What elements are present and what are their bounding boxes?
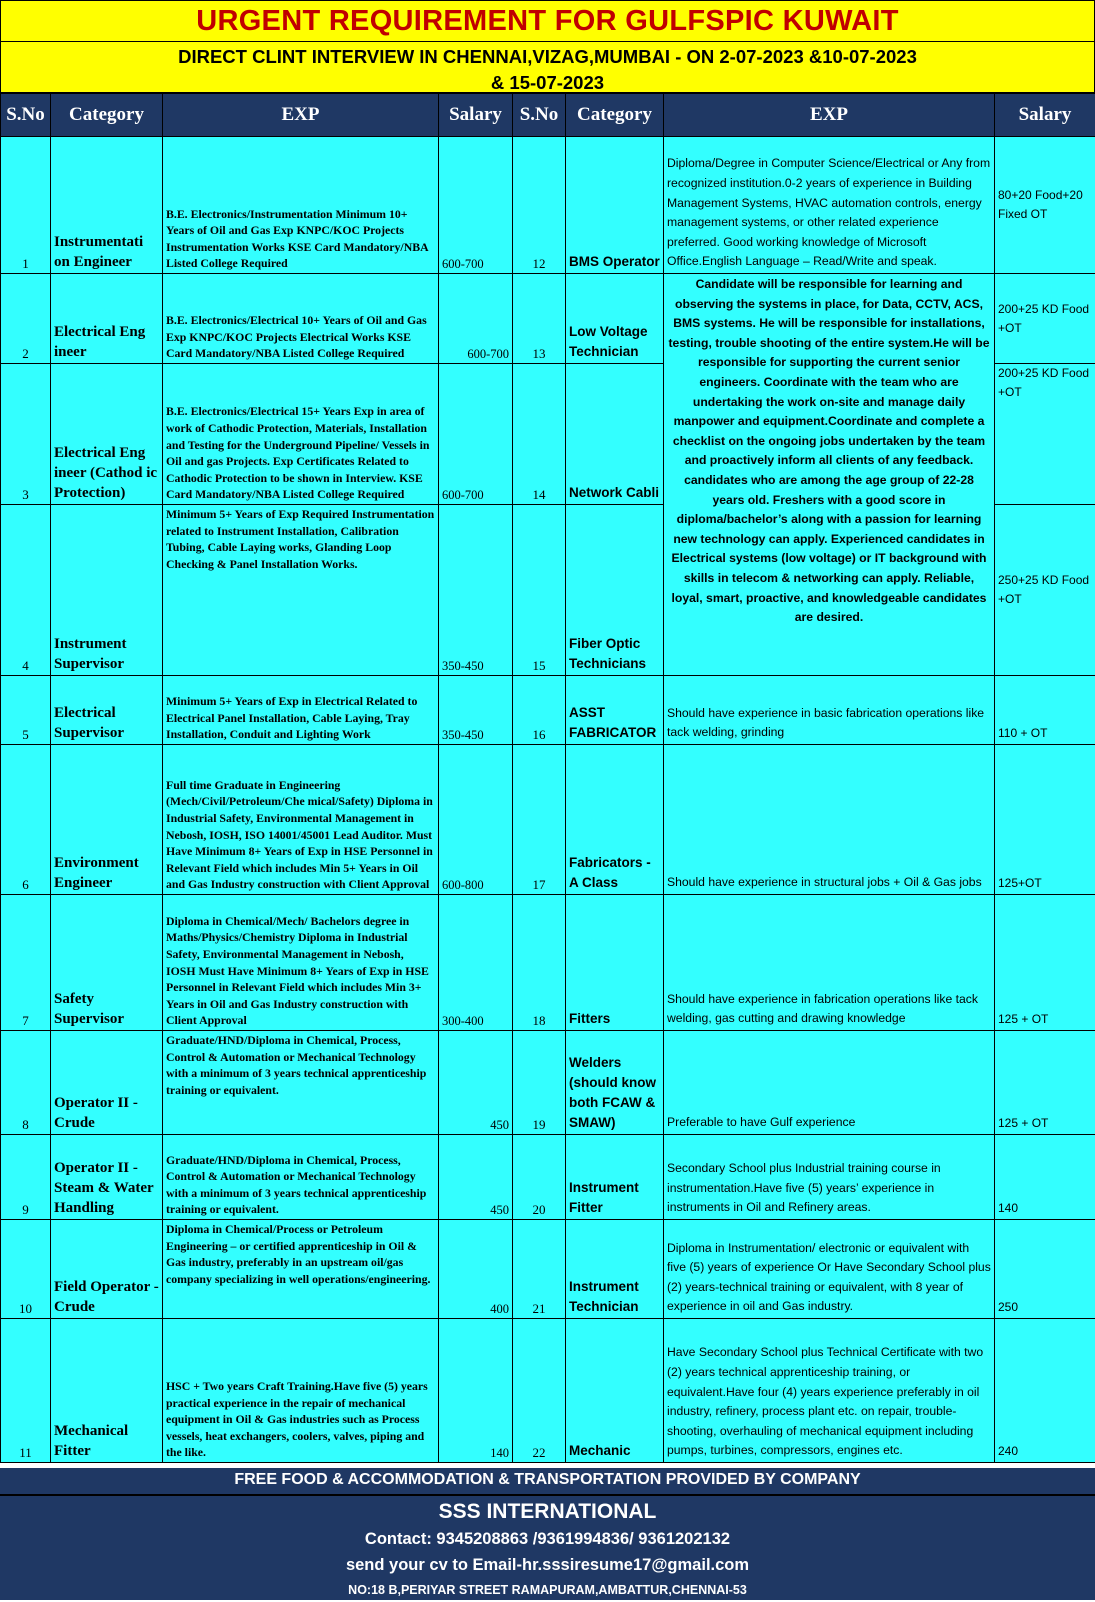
category-cell: Instrument Technician bbox=[566, 1220, 664, 1319]
sno-cell: 21 bbox=[513, 1220, 566, 1319]
category-cell: Welders (should know both FCAW & SMAW) bbox=[566, 1031, 664, 1135]
salary-cell: 140 bbox=[439, 1319, 513, 1463]
exp-cell: B.E. Electronics/Instrumentation Minimum 10+ Years of Oil and Gas Exp KNPC/KOC Projects Instrumentation Works KSE Card Mandatory/NBA Listed College Required bbox=[163, 137, 439, 274]
email-instruction: send your cv to Email-hr.sssiresume17@gmail.com bbox=[0, 1552, 1095, 1578]
table-row bbox=[1, 1220, 1095, 1319]
category-cell: Electrical Supervisor bbox=[51, 676, 163, 745]
job-table bbox=[0, 93, 1095, 1463]
merged-exp-cell: Candidate will be responsible for learning and observing the systems in place, for Data, CCTV, ACS, BMS systems. He will be responsible for installations, testing, trouble shooting of the entire system.He will be responsible for supporting the current senior engineers. Coordinate with the team who are undertaking the work on-site and manage daily manpower and equipment.Coordinate and complete a checklist on the ongoing jobs undertaken by the team and proactively inform all clients of any feedback. candidates who are among the age group of 22-28 years old. Freshers with a good score in diploma/bachelor’s along with a passion for learning new technology can apply. Experienced candidates in Electrical systems (low voltage) or IT background with skills in telecom & networking can apply. Reliable, loyal, smart, proactive, and knowledgeable candidates are desired. bbox=[664, 274, 995, 676]
salary-cell: 80+20 Food+20 Fixed OT bbox=[995, 137, 1095, 274]
salary-cell: 125 + OT bbox=[995, 1031, 1095, 1135]
category-cell: Fitters bbox=[566, 895, 664, 1031]
sno-cell: 14 bbox=[513, 364, 566, 505]
table-row bbox=[1, 1031, 1095, 1135]
category-cell: Field Operator - Crude bbox=[51, 1220, 163, 1319]
exp-cell: Diploma in Chemical/Mech/ Bachelors degree in Maths/Physics/Chemistry Diploma in Industrial Safety, Environmental Management in Nebosh, IOSH Must Have Minimum 8+ Years of Exp in HSE Personnel in Relevant Field which includes Min 3+ Years in Oil and Gas Industry construction with Client Approval bbox=[163, 895, 439, 1031]
sno-cell: 12 bbox=[513, 137, 566, 274]
col-header-sno: S.No bbox=[1, 94, 51, 137]
category-cell: Operator II - Steam & Water Handling bbox=[51, 1135, 163, 1220]
salary-cell: 350-450 bbox=[439, 676, 513, 745]
category-cell: Environment Engineer bbox=[51, 745, 163, 895]
table-row bbox=[1, 895, 1095, 1031]
exp-cell: Graduate/HND/Diploma in Chemical, Process, Control & Automation or Mechanical Technology with a minimum of 3 years technical apprenticeship training or equivalent. bbox=[163, 1135, 439, 1220]
col-header-salary: Salary bbox=[439, 94, 513, 137]
salary-cell: 250+25 KD Food +OT bbox=[995, 505, 1095, 676]
exp-cell: Secondary School plus Industrial training course in instrumentation.Have five (5) years’ experience in instruments in Oil and Refinery areas. bbox=[664, 1135, 995, 1220]
interview-info-line2: & 15-07-2023 bbox=[1, 70, 1094, 96]
sno-cell: 1 bbox=[1, 137, 51, 274]
category-cell: Fiber Optic Technicians bbox=[566, 505, 664, 676]
table-row bbox=[1, 676, 1095, 745]
sno-cell: 6 bbox=[1, 745, 51, 895]
poster-footer bbox=[0, 1468, 1095, 1600]
salary-cell: 110 + OT bbox=[995, 676, 1095, 745]
category-cell: Fabricators - A Class bbox=[566, 745, 664, 895]
table-row bbox=[1, 1135, 1095, 1220]
salary-cell: 125+OT bbox=[995, 745, 1095, 895]
category-cell: Instrument Supervisor bbox=[51, 505, 163, 676]
sno-cell: 20 bbox=[513, 1135, 566, 1220]
salary-cell: 600-700 bbox=[439, 274, 513, 364]
sno-cell: 10 bbox=[1, 1220, 51, 1319]
salary-cell: 300-400 bbox=[439, 895, 513, 1031]
sno-cell: 2 bbox=[1, 274, 51, 364]
exp-cell: Diploma/Degree in Computer Science/Electrical or Any from recognized institution.0-2 years of experience in Building Management Systems, HVAC automation controls, energy management systems, or other related experience preferred. Good working knowledge of Microsoft Office.English Language – Read/Write and speak. bbox=[664, 137, 995, 274]
sno-cell: 7 bbox=[1, 895, 51, 1031]
exp-cell: Have Secondary School plus Technical Certificate with two (2) years technical apprenticeship training, or equivalent.Have four (4) years experience preferably in oil industry, refinery, process plant etc. on repair, trouble-shooting, overhauling of mechanical equipment including pumps, turbines, compressors, engines etc. bbox=[664, 1319, 995, 1463]
company-name: SSS INTERNATIONAL bbox=[0, 1496, 1095, 1526]
sno-cell: 4 bbox=[1, 505, 51, 676]
category-cell: Safety Supervisor bbox=[51, 895, 163, 1031]
sno-cell: 17 bbox=[513, 745, 566, 895]
category-cell: Instrument Fitter bbox=[566, 1135, 664, 1220]
sno-cell: 9 bbox=[1, 1135, 51, 1220]
exp-cell: Minimum 5+ Years of Exp in Electrical Related to Electrical Panel Installation, Cable Laying, Tray Installation, Conduit and Lighting Work bbox=[163, 676, 439, 745]
col-header-exp: EXP bbox=[163, 94, 439, 137]
category-cell: Electrical Eng ineer bbox=[51, 274, 163, 364]
salary-cell: 125 + OT bbox=[995, 895, 1095, 1031]
contact-numbers: Contact: 9345208863 /9361994836/ 9361202132 bbox=[0, 1526, 1095, 1552]
sno-cell: 5 bbox=[1, 676, 51, 745]
sno-cell: 15 bbox=[513, 505, 566, 676]
salary-cell: 200+25 KD Food +OT bbox=[995, 274, 1095, 364]
table-header-row bbox=[1, 94, 1095, 137]
category-cell: Mechanic bbox=[566, 1319, 664, 1463]
salary-cell: 350-450 bbox=[439, 505, 513, 676]
exp-cell: Preferable to have Gulf experience bbox=[664, 1031, 995, 1135]
col-header-salary-2: Salary bbox=[995, 94, 1095, 137]
salary-cell: 600-800 bbox=[439, 745, 513, 895]
exp-cell: Full time Graduate in Engineering (Mech/Civil/Petroleum/Che mical/Safety) Diploma in Industrial Safety, Environmental Management in Nebosh, IOSH, ISO 14001/45001 Lead Auditor. Must Have Minimum 8+ Years of Exp in HSE Personnel in Relevant Field which includes Min 5+ Years in Oil and Gas Industry construction with Client Approval bbox=[163, 745, 439, 895]
exp-cell: Diploma in Chemical/Process or Petroleum Engineering – or certified apprenticeship in Oil & Gas industry, preferably in an upstream oil/gas company specializing in well operations/engineering. bbox=[163, 1220, 439, 1319]
category-cell: Network Cabli bbox=[566, 364, 664, 505]
benefits-note: FREE FOOD & ACCOMMODATION & TRANSPORTATION PROVIDED BY COMPANY bbox=[0, 1468, 1095, 1496]
salary-cell: 250 bbox=[995, 1220, 1095, 1319]
col-header-category-2: Category bbox=[566, 94, 664, 137]
col-header-exp-2: EXP bbox=[664, 94, 995, 137]
table-row bbox=[1, 1319, 1095, 1463]
category-cell: ASST FABRICATOR bbox=[566, 676, 664, 745]
exp-cell: HSC + Two years Craft Training.Have five (5) years practical experience in the repair of mechanical equipment in Oil & Gas industries such as Process vessels, heat exchangers, coolers, valves, piping and the like. bbox=[163, 1319, 439, 1463]
exp-cell: Graduate/HND/Diploma in Chemical, Process, Control & Automation or Mechanical Technology with a minimum of 3 years technical apprenticeship training or equivalent. bbox=[163, 1031, 439, 1135]
table-row bbox=[1, 745, 1095, 895]
category-cell: Operator II - Crude bbox=[51, 1031, 163, 1135]
salary-cell: 400 bbox=[439, 1220, 513, 1319]
exp-cell: B.E. Electronics/Electrical 10+ Years of Oil and Gas Exp KNPC/KOC Projects Electrical Works KSE Card Mandatory/NBA Listed College Required bbox=[163, 274, 439, 364]
sno-cell: 19 bbox=[513, 1031, 566, 1135]
sno-cell: 8 bbox=[1, 1031, 51, 1135]
salary-cell: 450 bbox=[439, 1135, 513, 1220]
sno-cell: 11 bbox=[1, 1319, 51, 1463]
sno-cell: 3 bbox=[1, 364, 51, 505]
sno-cell: 13 bbox=[513, 274, 566, 364]
salary-cell: 600-700 bbox=[439, 137, 513, 274]
salary-cell: 450 bbox=[439, 1031, 513, 1135]
category-cell: BMS Operator bbox=[566, 137, 664, 274]
col-header-sno-2: S.No bbox=[513, 94, 566, 137]
exp-cell: Should have experience in structural jobs + Oil & Gas jobs bbox=[664, 745, 995, 895]
table-row bbox=[1, 274, 1095, 364]
salary-cell: 600-700 bbox=[439, 364, 513, 505]
category-cell: Instrumentati on Engineer bbox=[51, 137, 163, 274]
company-address: NO:18 B,PERIYAR STREET RAMAPURAM,AMBATTUR,CHENNAI-53 bbox=[0, 1578, 1095, 1602]
category-cell: Low Voltage Technician bbox=[566, 274, 664, 364]
salary-cell: 200+25 KD Food +OT bbox=[995, 364, 1095, 505]
salary-cell: 140 bbox=[995, 1135, 1095, 1220]
poster-header bbox=[0, 0, 1095, 93]
sno-cell: 22 bbox=[513, 1319, 566, 1463]
salary-cell: 240 bbox=[995, 1319, 1095, 1463]
category-cell: Mechanical Fitter bbox=[51, 1319, 163, 1463]
sno-cell: 18 bbox=[513, 895, 566, 1031]
col-header-category: Category bbox=[51, 94, 163, 137]
table-row bbox=[1, 137, 1095, 274]
sno-cell: 16 bbox=[513, 676, 566, 745]
exp-cell: Should have experience in basic fabrication operations like tack welding, grinding bbox=[664, 676, 995, 745]
interview-info bbox=[1, 42, 1094, 96]
poster-title: URGENT REQUIREMENT FOR GULFSPIC KUWAIT bbox=[1, 1, 1094, 42]
exp-cell: Should have experience in fabrication operations like tack welding, gas cutting and drawing knowledge bbox=[664, 895, 995, 1031]
exp-cell: Diploma in Instrumentation/ electronic or equivalent with five (5) years of experience Or Have Secondary School plus (2) years-technical training or equivalent, with 8 year of experience in oil and Gas industry. bbox=[664, 1220, 995, 1319]
exp-cell: B.E. Electronics/Electrical 15+ Years Exp in area of work of Cathodic Protection, Materials, Installation and Testing for the Underground Pipeline/ Vessels in Oil and gas Projects. Exp Certificates Related to Cathodic Protection to be shown in Interview. KSE Card Mandatory/NBA Listed College Required bbox=[163, 364, 439, 505]
exp-cell: Minimum 5+ Years of Exp Required Instrumentation related to Instrument Installation, Calibration Tubing, Cable Laying works, Glanding Loop Checking & Panel Installation Works. bbox=[163, 505, 439, 676]
category-cell: Electrical Eng ineer (Cathod ic Protection) bbox=[51, 364, 163, 505]
interview-info-line1: DIRECT CLINT INTERVIEW IN CHENNAI,VIZAG,MUMBAI - ON 2-07-2023 &10-07-2023 bbox=[1, 44, 1094, 70]
